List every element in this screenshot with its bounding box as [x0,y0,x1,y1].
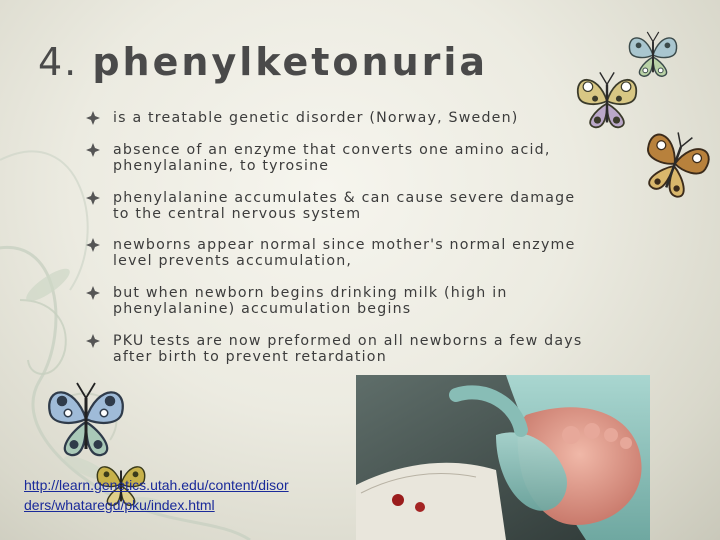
link-line[interactable]: http://learn.genetics.utah.edu/content/disor [24,477,289,493]
bullet-line: phenylalanine) accumulation begins [113,301,412,317]
source-link[interactable] [24,475,372,515]
bullet-line: after birth to prevent retardation [113,349,387,365]
diamond-bullet-icon [86,238,100,252]
butterfly-icon [636,128,712,204]
butterfly-icon [40,380,132,464]
bullet-line: absence of an enzyme that converts one amino acid, [113,142,551,158]
title-word: phenylketonuria [92,40,489,84]
bullet-line: level prevents accumulation, [113,253,353,269]
diamond-bullet-icon [86,191,100,205]
bullet-item [86,333,616,365]
butterfly-icon [570,70,644,132]
link-line[interactable]: ders/whataregd/pku/index.html [24,497,215,513]
bullet-line: is a treatable genetic disorder (Norway, Sweden) [113,110,519,126]
bullet-item [86,110,616,126]
title-number: 4. [38,40,79,84]
bullet-item [86,237,616,269]
bullet-line: newborns appear normal since mother's normal enzyme [113,237,576,253]
bullet-line: but when newborn begins drinking milk (high in [113,285,508,301]
bullet-line: PKU tests are now preformed on all newborns a few days [113,333,583,349]
bullet-line: phenylalanine, to tyrosine [113,158,330,174]
bullet-item [86,285,616,317]
newborn-heel-prick-photo [356,375,650,540]
slide-title [38,40,488,84]
diamond-bullet-icon [86,286,100,300]
diamond-bullet-icon [86,143,100,157]
bullet-line: to the central nervous system [113,206,362,222]
bullet-item [86,142,616,174]
diamond-bullet-icon [86,111,100,125]
bullet-item [86,190,616,222]
bullet-line: phenylalanine accumulates & can cause severe damage [113,190,576,206]
diamond-bullet-icon [86,334,100,348]
